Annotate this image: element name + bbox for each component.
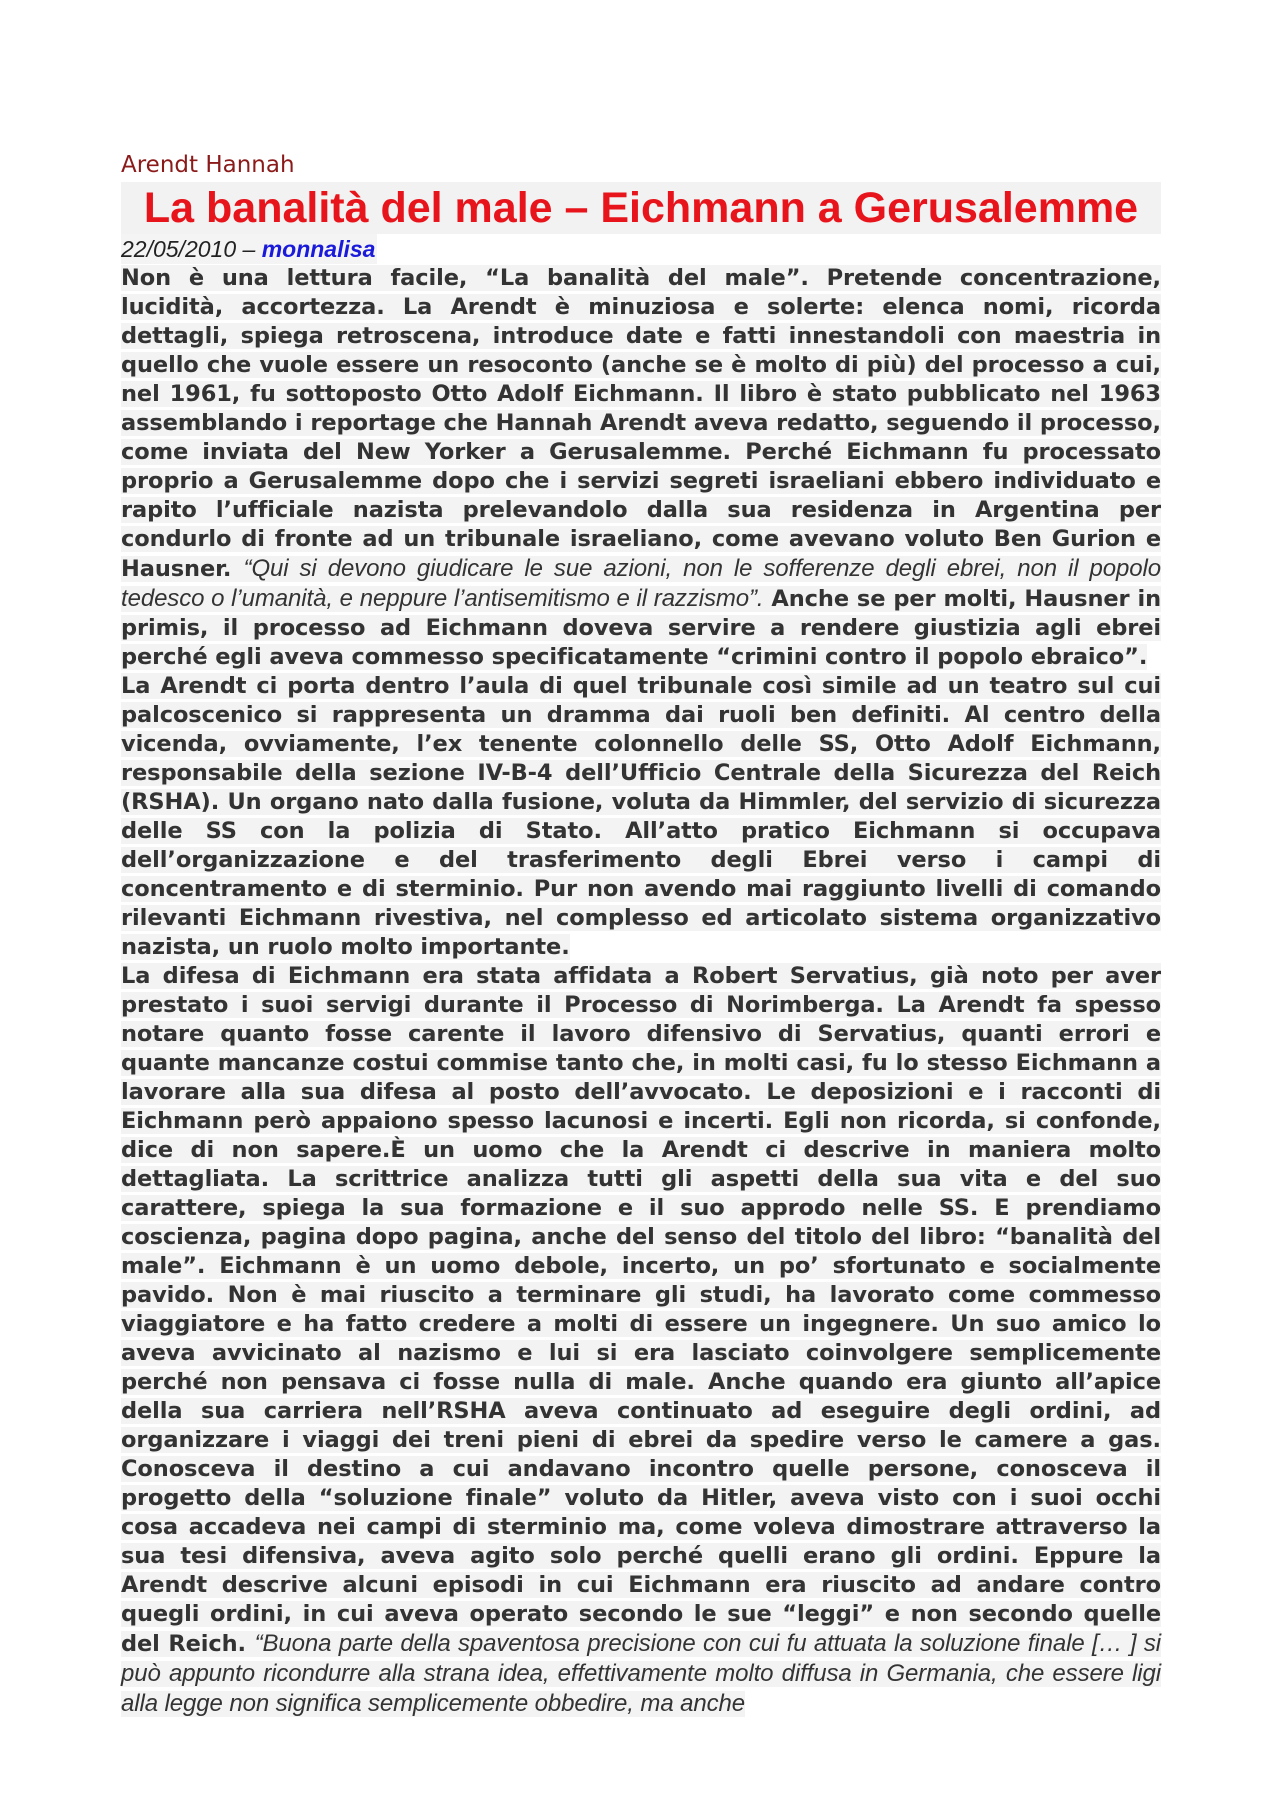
paragraph-3-text: La difesa di Eichmann era stata affidata a Robert Servatius, già noto per aver prestato i suoi servigi durante il Processo di Norimberga. La Arendt fa spesso notare quanto fosse carente il lavoro difensivo di Servatius, quanti errori e quante mancanze costui commise tanto che, in molti casi, fu lo stesso Eichmann a lavorare alla sua difesa al posto dell’avvocato. Le deposizioni e i racconti di Eichmann però appaiono spesso lacunosi e incerti. Egli non ricorda, si confonde, dice di non sapere.È un uomo che la Arendt ci descrive in maniera molto dettagliata. La scrittrice analizza tutti gli aspetti della sua vita e del suo carattere, spiega la sua formazione e il suo approdo nelle SS. E prendiamo coscienza, pagina dopo pagina, anche del senso del titolo del libro: “banalità del male”. Eichmann è un uomo debole, incerto, un po’ sfortunato e socialmente pavido. Non è mai riuscito a terminare gli studi, ha lavorato come commesso viaggiatore e ha fatto credere a molti di essere un ingegnere. Un suo amico lo aveva avvicinato al nazismo e lui si era lasciato coinvolgere semplicemente perché non pensava ci fosse nulla di male. Anche quando era giunto all’apice della sua carriera nell’RSHA aveva continuato ad eseguire degli ordini, ad organizzare i viaggi dei treni pieni di ebrei da spedire verso le camere a gas. Conosceva il destino a cui andavano incontro quelle persone, conosceva il progetto della “soluzione finale” voluto da Hitler, aveva visto con i suoi occhi cosa accadeva nei campi di sterminio ma, come voleva dimostrare attraverso la sua tesi difensiva, aveva agito solo perché quelli erano gli ordini. Eppure la Arendt descrive alcuni episodi in cui Eichmann era riuscito ad andare contro quegli ordini, in cui aveva operato secondo le sue “leggi” e non secondo quelle del Reich. <box>121 963 1161 1657</box>
paragraph-3-quote: “Buona parte della spaventosa precisione con cui fu attuata la soluzione finale [… ] si può appunto ricondurre alla strana idea, effettivamente molto diffusa in Germania, che essere ligi alla legge non significa semplicemente obbedire, ma anche <box>121 1630 1161 1717</box>
article-title: La banalità del male – Eichmann a Gerusalemme <box>121 182 1161 234</box>
author-heading: Arendt Hannah <box>121 152 295 178</box>
paragraph-2 <box>121 672 1161 962</box>
paragraph-1-text-b: Anche se per molti, Hausner in primis, il processo ad Eichmann doveva servire a rendere giustizia agli ebrei perché egli aveva commesso specificatamente “crimini contro il popolo ebraico”. <box>121 586 1161 670</box>
paragraph-1-text-a: Non è una lettura facile, “La banalità del male”. Pretende concentrazione, lucidità, accortezza. La Arendt è minuziosa e solerte: elenca nomi, ricorda dettagli, spiega retroscena, introduce date e fatti innestandoli con maestria in quello che vuole essere un resoconto (anche se è molto di più) del processo a cui, nel 1961, fu sottoposto Otto Adolf Eichmann. Il libro è stato pubblicato nel 1963 assemblando i reportage che Hannah Arendt aveva redatto, seguendo il processo, come inviata del New Yorker a Gerusalemme. Perché Eichmann fu processato proprio a Gerusalemme dopo che i servizi segreti israeliani ebbero individuato e rapito l’ufficiale nazista prelevandolo dalla sua residenza in Argentina per condurlo di fronte ad un tribunale israeliano, come avevano voluto Ben Gurion e Hausner. <box>121 265 1161 582</box>
byline-link[interactable]: monnalisa <box>261 236 376 262</box>
article <box>121 150 1161 1719</box>
paragraph-2-text: La Arendt ci porta dentro l’aula di quel tribunale così simile ad un teatro sul cui palcoscenico si rappresenta un dramma dai ruoli ben definiti. Al centro della vicenda, ovviamente, l’ex tenente colonnello delle SS, Otto Adolf Eichmann, responsabile della sezione IV-B-4 dell’Ufficio Centrale della Sicurezza del Reich (RSHA). Un organo nato dalla fusione, voluta da Himmler, del servizio di sicurezza delle SS con la polizia di Stato. All’atto pratico Eichmann si occupava dell’organizzazione e del trasferimento degli Ebrei verso i campi di concentramento e di sterminio. Pur non avendo mai raggiunto livelli di comando rilevanti Eichmann rivestiva, nel complesso ed articolato sistema organizzativo nazista, un ruolo molto importante. <box>121 673 1161 960</box>
paragraph-1-quote: “Qui si devono giudicare le sue azioni, non le sofferenze degli ebrei, non il popolo tedesco o l’umanità, e neppure l’antisemitismo e il razzismo”. <box>121 555 1161 612</box>
paragraph-1 <box>121 264 1161 672</box>
paragraph-3 <box>121 962 1161 1719</box>
article-meta <box>121 234 1161 264</box>
meta-separator: – <box>236 236 262 262</box>
article-date: 22/05/2010 <box>121 236 237 262</box>
